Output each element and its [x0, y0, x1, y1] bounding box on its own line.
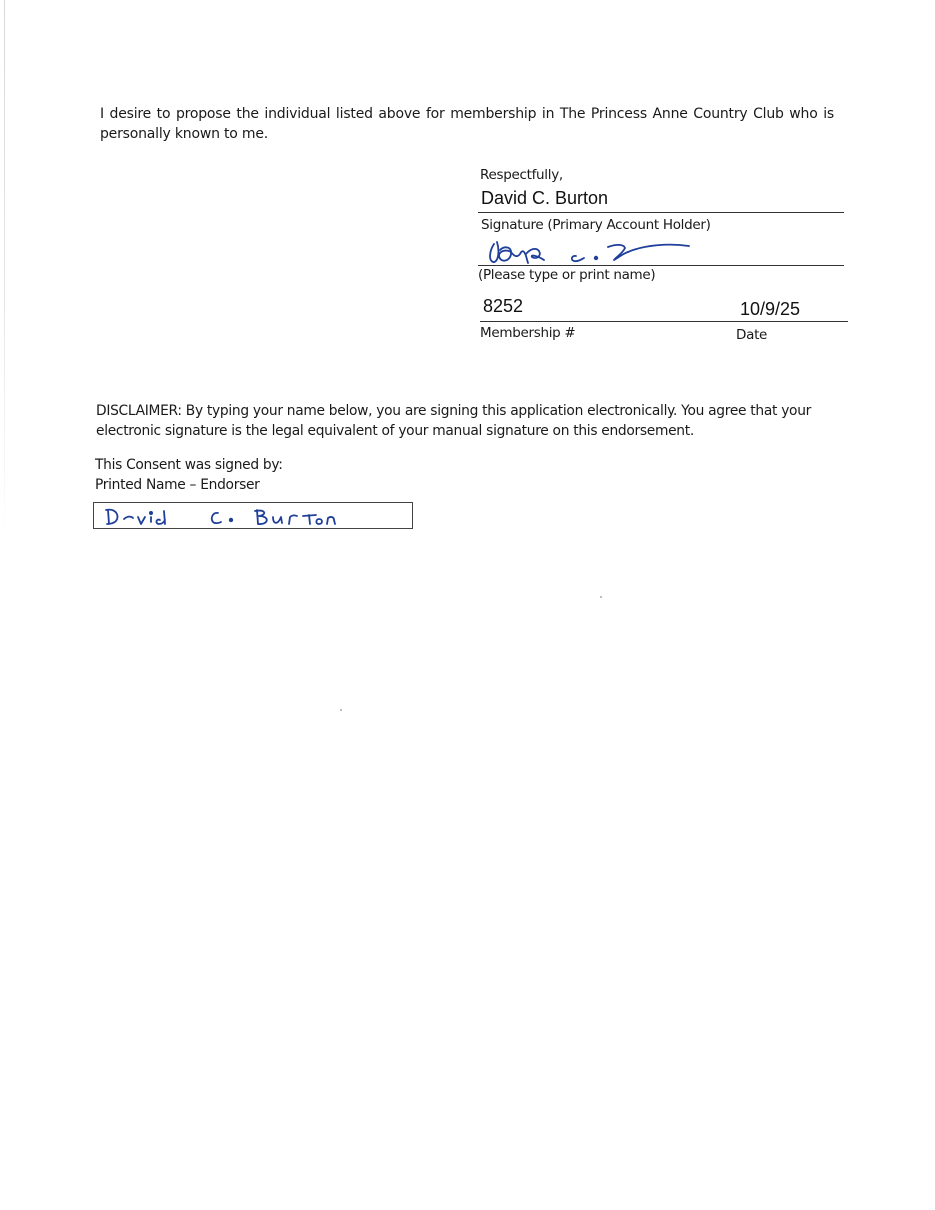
proposal-statement: I desire to propose the individual listed above for membership in The Princess Anne Country Club who is personally known to me.: [100, 106, 834, 142]
printed-name-endorser-label: Printed Name – Endorser: [95, 477, 260, 493]
closing-text: Respectfully,: [480, 167, 563, 183]
date-label: Date: [736, 327, 768, 343]
membership-number: 8252: [483, 296, 524, 316]
print-name-rule: [478, 265, 844, 266]
typed-name: David C. Burton: [481, 188, 609, 208]
signature-rule: [478, 212, 844, 213]
scan-speck: [600, 596, 602, 598]
consent-signed-by-label: This Consent was signed by:: [95, 457, 283, 473]
disclaimer-text: DISCLAIMER: By typing your name below, you are signing this application electronically. You agree that your electronic signature is the legal equivalent of your manual signature on this endorsement.: [96, 403, 812, 439]
print-name-label: (Please type or print name): [478, 267, 656, 283]
handwritten-endorser-name: [100, 504, 400, 528]
date-value: 10/9/25: [740, 299, 801, 319]
signature-block: [478, 164, 848, 349]
membership-date-rule: [480, 321, 848, 322]
scan-edge-shadow: [4, 0, 5, 545]
handwritten-signature: [484, 232, 699, 272]
scan-speck: [340, 709, 342, 711]
signature-label: Signature (Primary Account Holder): [481, 217, 711, 233]
endorser-name-box: [93, 502, 413, 529]
membership-label: Membership #: [480, 325, 576, 341]
